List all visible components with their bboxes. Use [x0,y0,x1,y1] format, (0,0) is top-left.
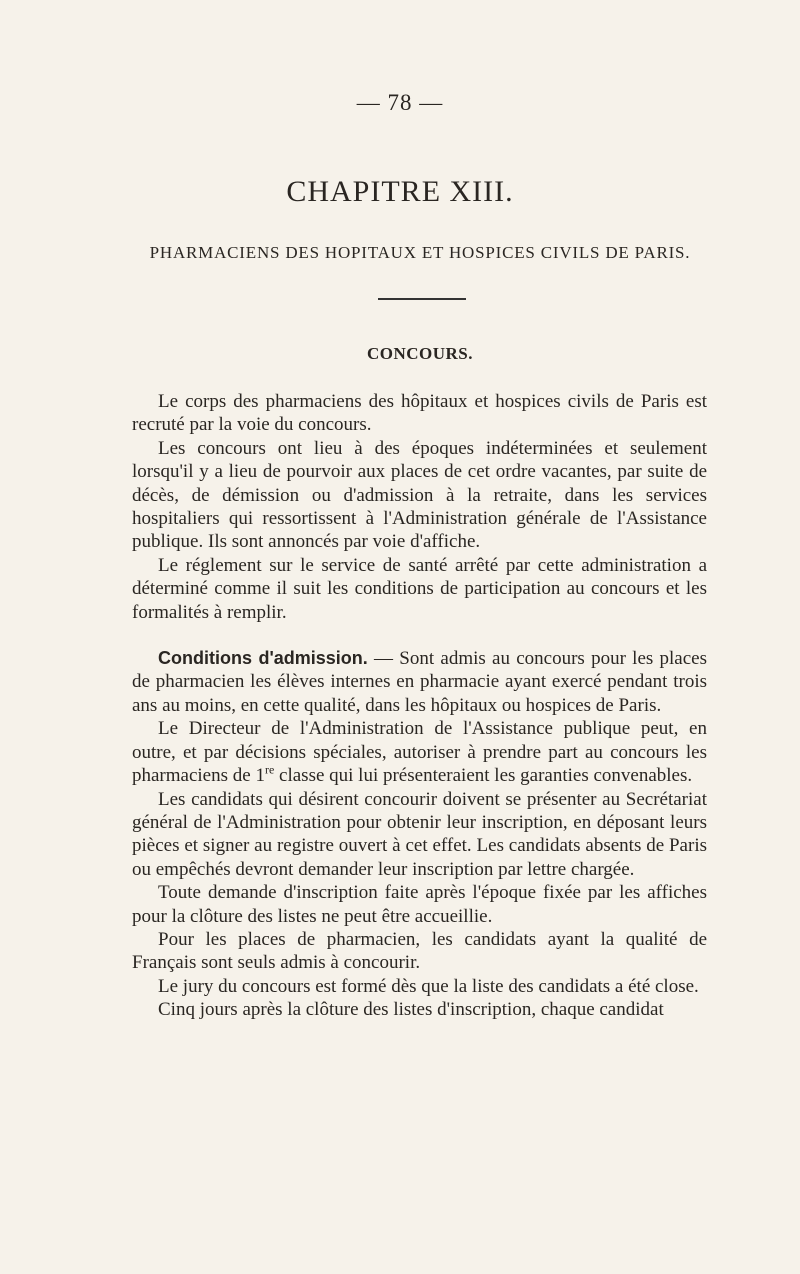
conditions-heading: Conditions d'admission. [158,648,368,669]
chapter-subtitle: PHARMACIENS DES HOPITAUX ET HOSPICES CIVILS DE PARIS. [149,243,691,262]
directeur-text-before: Le Directeur de l'Administration de l'Assistance publique peut, en outre, et par décisions spéciales, autoriser à prendre part au concours les pharmaciens de 1 [132,718,707,787]
paragraph: Le corps des pharmaciens des hôpitaux et hospices civils de Paris est recruté par la voie du concours. [132,391,707,436]
paragraph: Les candidats qui désirent concourir doivent se présenter au Secrétariat général de l'Administration pour obtenir leur inscription, en déposant leurs pièces et signer au registre ouvert à cet effet. Les candidats absents de Paris ou empêchés devront demander leur inscription par lettre chargée. [132,788,707,880]
chapter-title: CHAPITRE XIII. [286,175,514,208]
paragraph: Toute demande d'inscription faite après l'époque fixée par les affiches pour la clôture des listes ne peut être accueillie. [132,882,707,927]
body-text [132,390,707,1022]
paragraph-conditions [132,647,707,717]
paragraph: Cinq jours après la clôture des listes d'inscription, chaque candidat [158,999,664,1021]
conditions-text: — Sont admis au concours pour les places de pharmacien les élèves internes en pharmacie ayant exercé pendant trois ans au moins, en cette qualité, dans les hôpitaux ou hospices de Paris. [132,648,707,716]
paragraph: Les concours ont lieu à des époques indéterminées et seulement lorsqu'il y a lieu de pourvoir aux places de cet ordre vacantes, par suite de décès, de démission ou d'admission à la retraite, dans les services hospitaliers qui ressortissent à l'Administration générale de l'Assistance publique. Ils sont annoncés par voie d'affiche. [132,437,707,553]
separator-rule [378,298,466,300]
paragraph: Pour les places de pharmacien, les candidats ayant la qualité de Français sont seuls admis à concourir. [132,928,707,974]
paragraph: Le réglement sur le service de santé arrêté par cette administration a déterminé comme il suit les conditions de participation au concours et les formalités à remplir. [132,554,707,623]
page-number: — 78 — [356,90,444,115]
section-title: CONCOURS. [366,344,474,363]
directeur-text-after: classe qui lui présenteraient les garanties convenables. [274,765,693,787]
paragraph: Le jury du concours est formé dès que la liste des candidats a été close. [158,975,699,997]
superscript: re [264,762,275,777]
paragraph-directeur [132,717,707,787]
